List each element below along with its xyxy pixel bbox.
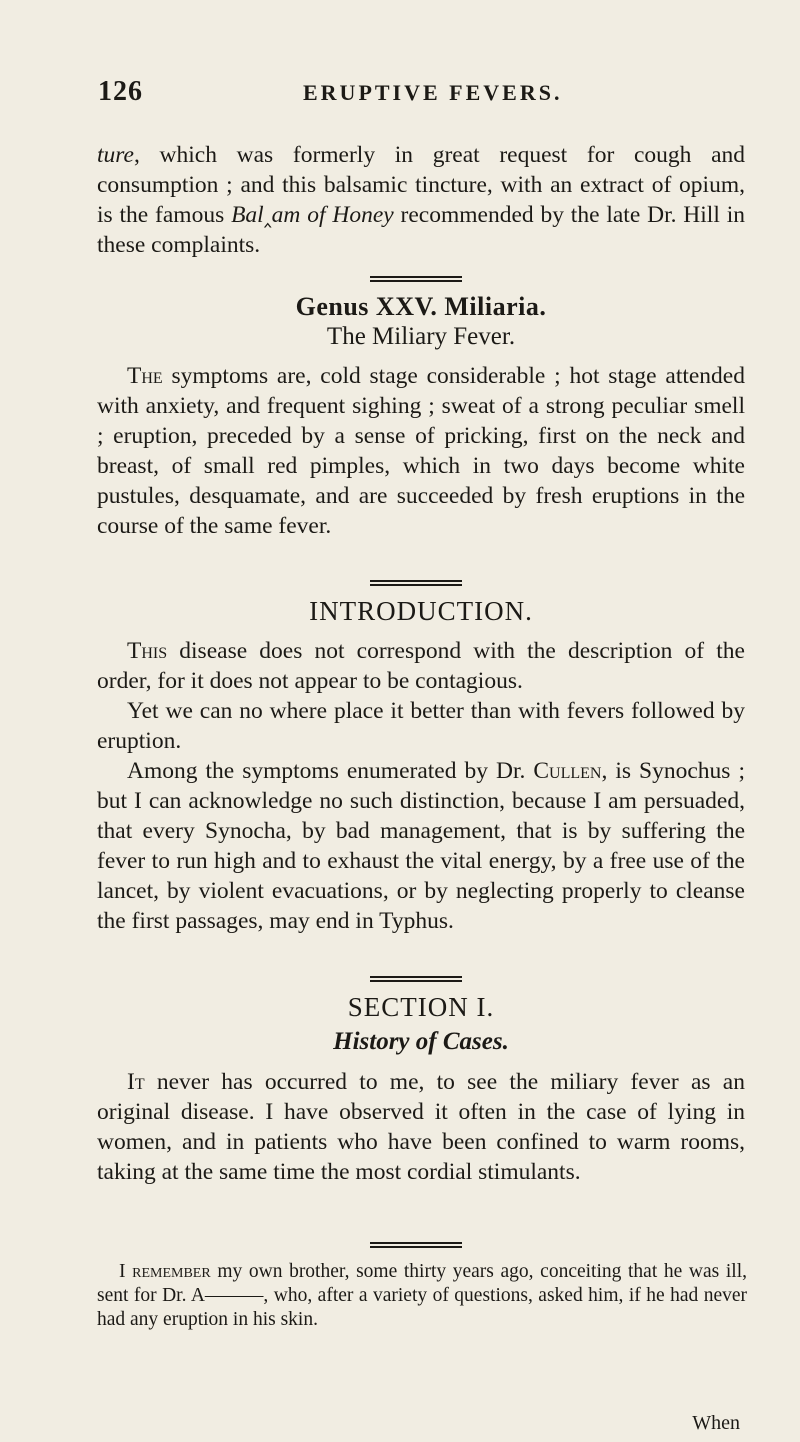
- genus-title: [97, 292, 745, 322]
- page-header: [98, 76, 758, 112]
- section-paragraph: [97, 1067, 745, 1187]
- intro-p3-a: Among the symptoms enumerated by Dr.: [127, 758, 534, 784]
- symptoms-lead: The: [127, 363, 163, 389]
- section-heading-text: SECTION I.: [347, 992, 495, 1022]
- section-subheading: [97, 1028, 745, 1056]
- section-subheading-text: History of Cases.: [333, 1028, 509, 1055]
- divider-rule: [370, 580, 462, 586]
- symptoms-text: symptoms are, cold stage considerable ; hot stage attended with anxiety, and frequent sighing ; sweat of a strong peculiar smell ; eruption, preceded by a sense of pricking, first on the neck and breast, of small red pimples, which in two days become white pustules, desquamate, and are succeeded by fresh eruptions in the course of the same fever.: [97, 363, 745, 539]
- footnote-lead: I remember: [119, 1261, 211, 1282]
- intro-p3-b: , is Synochus ; but I can acknowledge no such distinction, because I am persuaded, that every Synocha, by bad management, that is by suffering the fever to run high and to exhaust the vital energy, by a free use of the lancet, by violent evacuations, or by neglecting properly to cleanse the first passages, may end in Typhus.: [97, 758, 745, 934]
- intro-p2: Yet we can no where place it better than with fevers followed by eruption.: [97, 698, 745, 754]
- section-lead: It: [127, 1069, 145, 1095]
- introduction-heading: [97, 596, 745, 627]
- divider-rule: [370, 1242, 462, 1248]
- opening-text-2: recommended by the late Dr. Hill in these complaints.: [97, 202, 745, 258]
- intro-p1: disease does not correspond with the description of the order, for it does not appear to be contagious.: [97, 638, 745, 694]
- symptoms-paragraph: [97, 361, 745, 541]
- introduction-heading-text: INTRODUCTION.: [309, 596, 533, 626]
- introduction-text: [97, 636, 745, 936]
- footnote: [97, 1260, 747, 1332]
- divider-rule: [370, 276, 462, 282]
- opening-paragraph: [97, 140, 745, 260]
- section-heading: [97, 992, 745, 1023]
- running-head: ERUPTIVE FEVERS.: [303, 80, 563, 105]
- genus-subtitle-text: The Miliary Fever.: [326, 323, 516, 350]
- divider-rule: [370, 976, 462, 982]
- intro-lead: This: [127, 638, 168, 664]
- catchword: When: [692, 1412, 740, 1434]
- cullen-name: Cullen: [533, 758, 602, 784]
- footnote-text: my own brother, some thirty years ago, conceiting that he was ill, sent for Dr. A———, who, after a variety of questions, asked him, if he had never had any eruption in his skin.: [97, 1261, 747, 1330]
- genus-title-text: Genus XXV. Miliaria.: [295, 292, 547, 321]
- opening-word: ture: [97, 142, 134, 168]
- opening-text-1: , which was formerly in great request for cough and consumption ; and this balsamic tincture, with an extract of opium, is the famous: [97, 142, 745, 228]
- section-text: never has occurred to me, to see the miliary fever as an original disease. I have observed it often in the case of lying in women, and in patients who have been confined to warm rooms, taking at the same time the most cordial stimulants.: [97, 1069, 745, 1185]
- page-number: 126: [98, 76, 143, 107]
- balsam-name: Bal‸am of Honey: [231, 202, 394, 228]
- genus-subtitle: [97, 323, 745, 351]
